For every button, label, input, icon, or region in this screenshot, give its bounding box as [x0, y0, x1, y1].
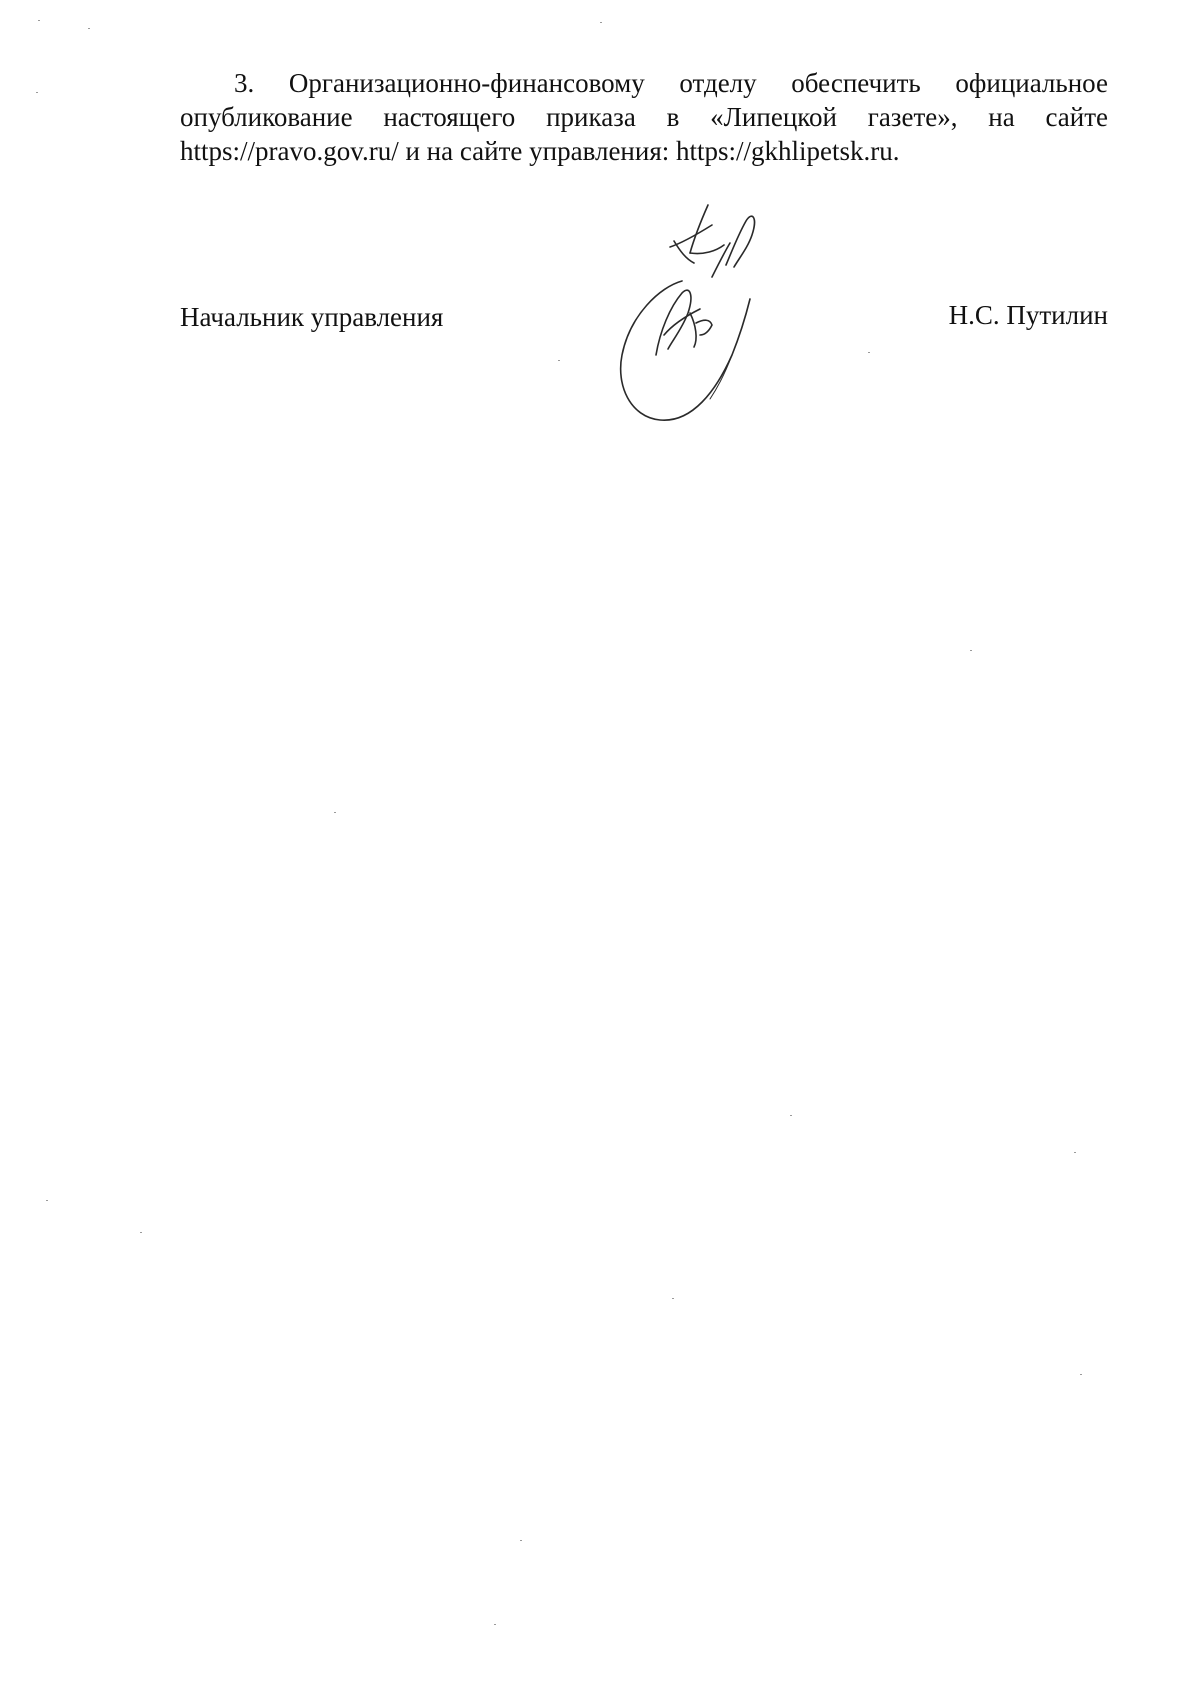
scan-speck	[36, 92, 38, 93]
scan-speck	[672, 1298, 674, 1299]
scan-speck	[600, 22, 602, 23]
scan-speck	[46, 1200, 48, 1201]
scan-speck	[970, 650, 972, 651]
scan-speck	[1080, 1374, 1082, 1375]
handwritten-signature	[600, 195, 840, 430]
paragraph-text: 3. Организационно-финансовому отделу обеспечить официальное опубликование настоящего приказа в «Липецкой газете», на сайте https://pravo.gov.ru/ и на сайте управления: https://gkhlipetsk.ru.	[180, 68, 1108, 166]
scan-speck	[868, 352, 870, 353]
scan-speck	[38, 20, 40, 21]
scan-speck	[334, 812, 336, 813]
signatory-name: Н.С. Путилин	[948, 300, 1108, 330]
scan-speck	[140, 1232, 142, 1233]
signatory-position-title: Начальник управления	[180, 302, 444, 332]
scan-speck	[520, 1540, 522, 1541]
scan-speck	[790, 1115, 792, 1116]
scan-speck	[494, 1624, 496, 1625]
scan-speck	[558, 360, 560, 361]
scan-speck	[1074, 1152, 1076, 1153]
scan-speck	[88, 28, 90, 29]
paragraph-publication-order	[180, 66, 1108, 168]
